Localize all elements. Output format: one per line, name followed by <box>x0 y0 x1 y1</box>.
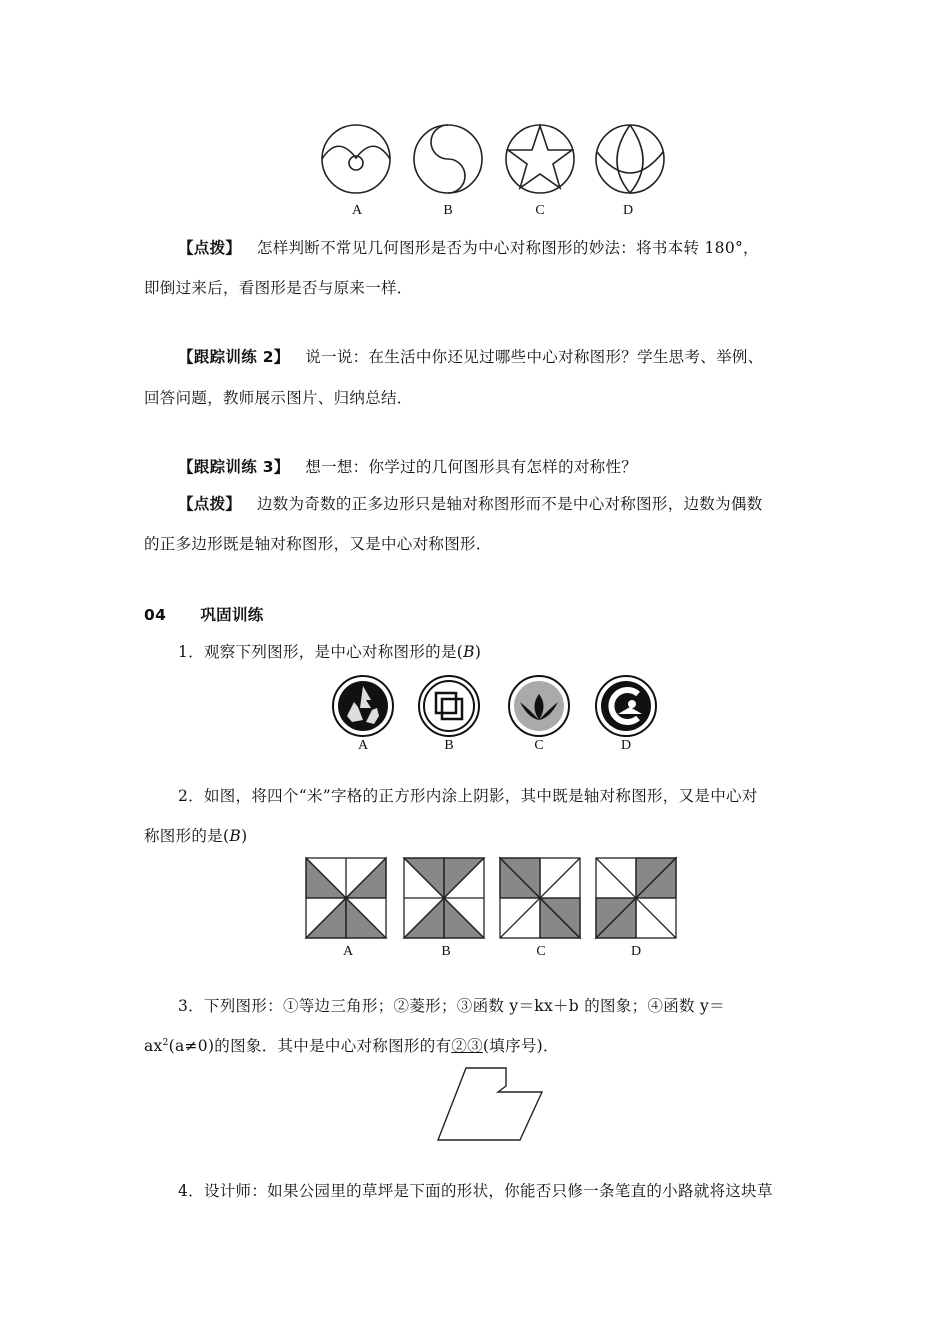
tip1-line2: 即倒过来后，看图形是否与原来一样． <box>144 279 413 297</box>
fig1-label-b: B <box>443 203 453 218</box>
q2-text2: 称图形的是( <box>144 827 230 845</box>
q1-answer: B <box>463 643 475 661</box>
tip2-line1 <box>178 492 763 514</box>
q3-tail: (填序号)． <box>482 1037 559 1055</box>
section-heading <box>144 603 264 625</box>
q3-line2 <box>144 1034 559 1056</box>
tip2-line2: 的正多边形既是轴对称图形，又是中心对称图形． <box>144 535 492 553</box>
track2-line2: 回答问题，教师展示图片、归纳总结． <box>144 389 413 407</box>
fig1-label-d: D <box>622 203 634 218</box>
q3-ax: ax <box>144 1037 163 1055</box>
q1-line <box>178 640 481 662</box>
q2-line1: 2．如图，将四个“米”字格的正方形内涂上阴影，其中既是轴对称图形，又是中心对 <box>178 787 758 805</box>
track2-text1: 说一说：在生活中你还见过哪些中心对称图形？学生思考、举例、 <box>305 348 764 366</box>
tip1-text1: 怎样判断不常见几何图形是否为中心对称图形的妙法：将书本转 180°， <box>256 239 759 257</box>
logo-figures <box>330 674 660 740</box>
square-grid-figures <box>304 856 688 940</box>
tip2-tag: 【点拨】 <box>178 495 242 513</box>
fig1-label-a: A <box>351 203 363 218</box>
q1-label-d: D <box>620 738 632 753</box>
q1-text: 1．观察下列图形，是中心对称图形的是( <box>178 643 464 661</box>
section-title: 巩固训练 <box>200 606 264 624</box>
tip1-line1 <box>178 236 759 258</box>
q2-label-c: C <box>536 944 546 959</box>
q3-answer: ②③ <box>451 1037 483 1055</box>
q1-close: ) <box>474 643 482 661</box>
q1-label-c: C <box>534 738 544 753</box>
q3-sup: 2 <box>162 1037 169 1048</box>
q3-text2: (a≠0)的图象．其中是中心对称图形的有 <box>168 1037 452 1055</box>
tip1-tag: 【点拨】 <box>178 239 242 257</box>
fig1-label-c: C <box>535 203 545 218</box>
q2-label-d: D <box>630 944 642 959</box>
q3-line1: 3．下列图形：①等边三角形；②菱形；③函数 y＝kx＋b 的图象；④函数 y＝ <box>178 997 725 1015</box>
section-number: 04 <box>144 606 167 624</box>
lawn-shape <box>436 1066 548 1144</box>
track3-text: 想一想：你学过的几何图形具有怎样的对称性？ <box>305 458 638 476</box>
track2-line1 <box>178 345 763 367</box>
q2-close: ) <box>241 827 248 845</box>
q4-line1: 4．设计师：如果公园里的草坪是下面的形状，你能否只修一条笔直的小路就将这块草 <box>178 1182 773 1200</box>
q1-label-a: A <box>357 738 369 753</box>
q2-answer: B <box>229 827 242 845</box>
q2-line2 <box>144 824 247 846</box>
track3-line <box>178 455 637 477</box>
tip2-text1: 边数为奇数的正多边形只是轴对称图形而不是中心对称图形，边数为偶数 <box>256 495 763 513</box>
track2-tag: 【跟踪训练 2】 <box>178 348 290 366</box>
q2-label-a: A <box>342 944 354 959</box>
track3-tag: 【跟踪训练 3】 <box>178 458 290 476</box>
q1-label-b: B <box>444 738 454 753</box>
symmetry-figures-1 <box>318 122 670 198</box>
q2-label-b: B <box>441 944 451 959</box>
